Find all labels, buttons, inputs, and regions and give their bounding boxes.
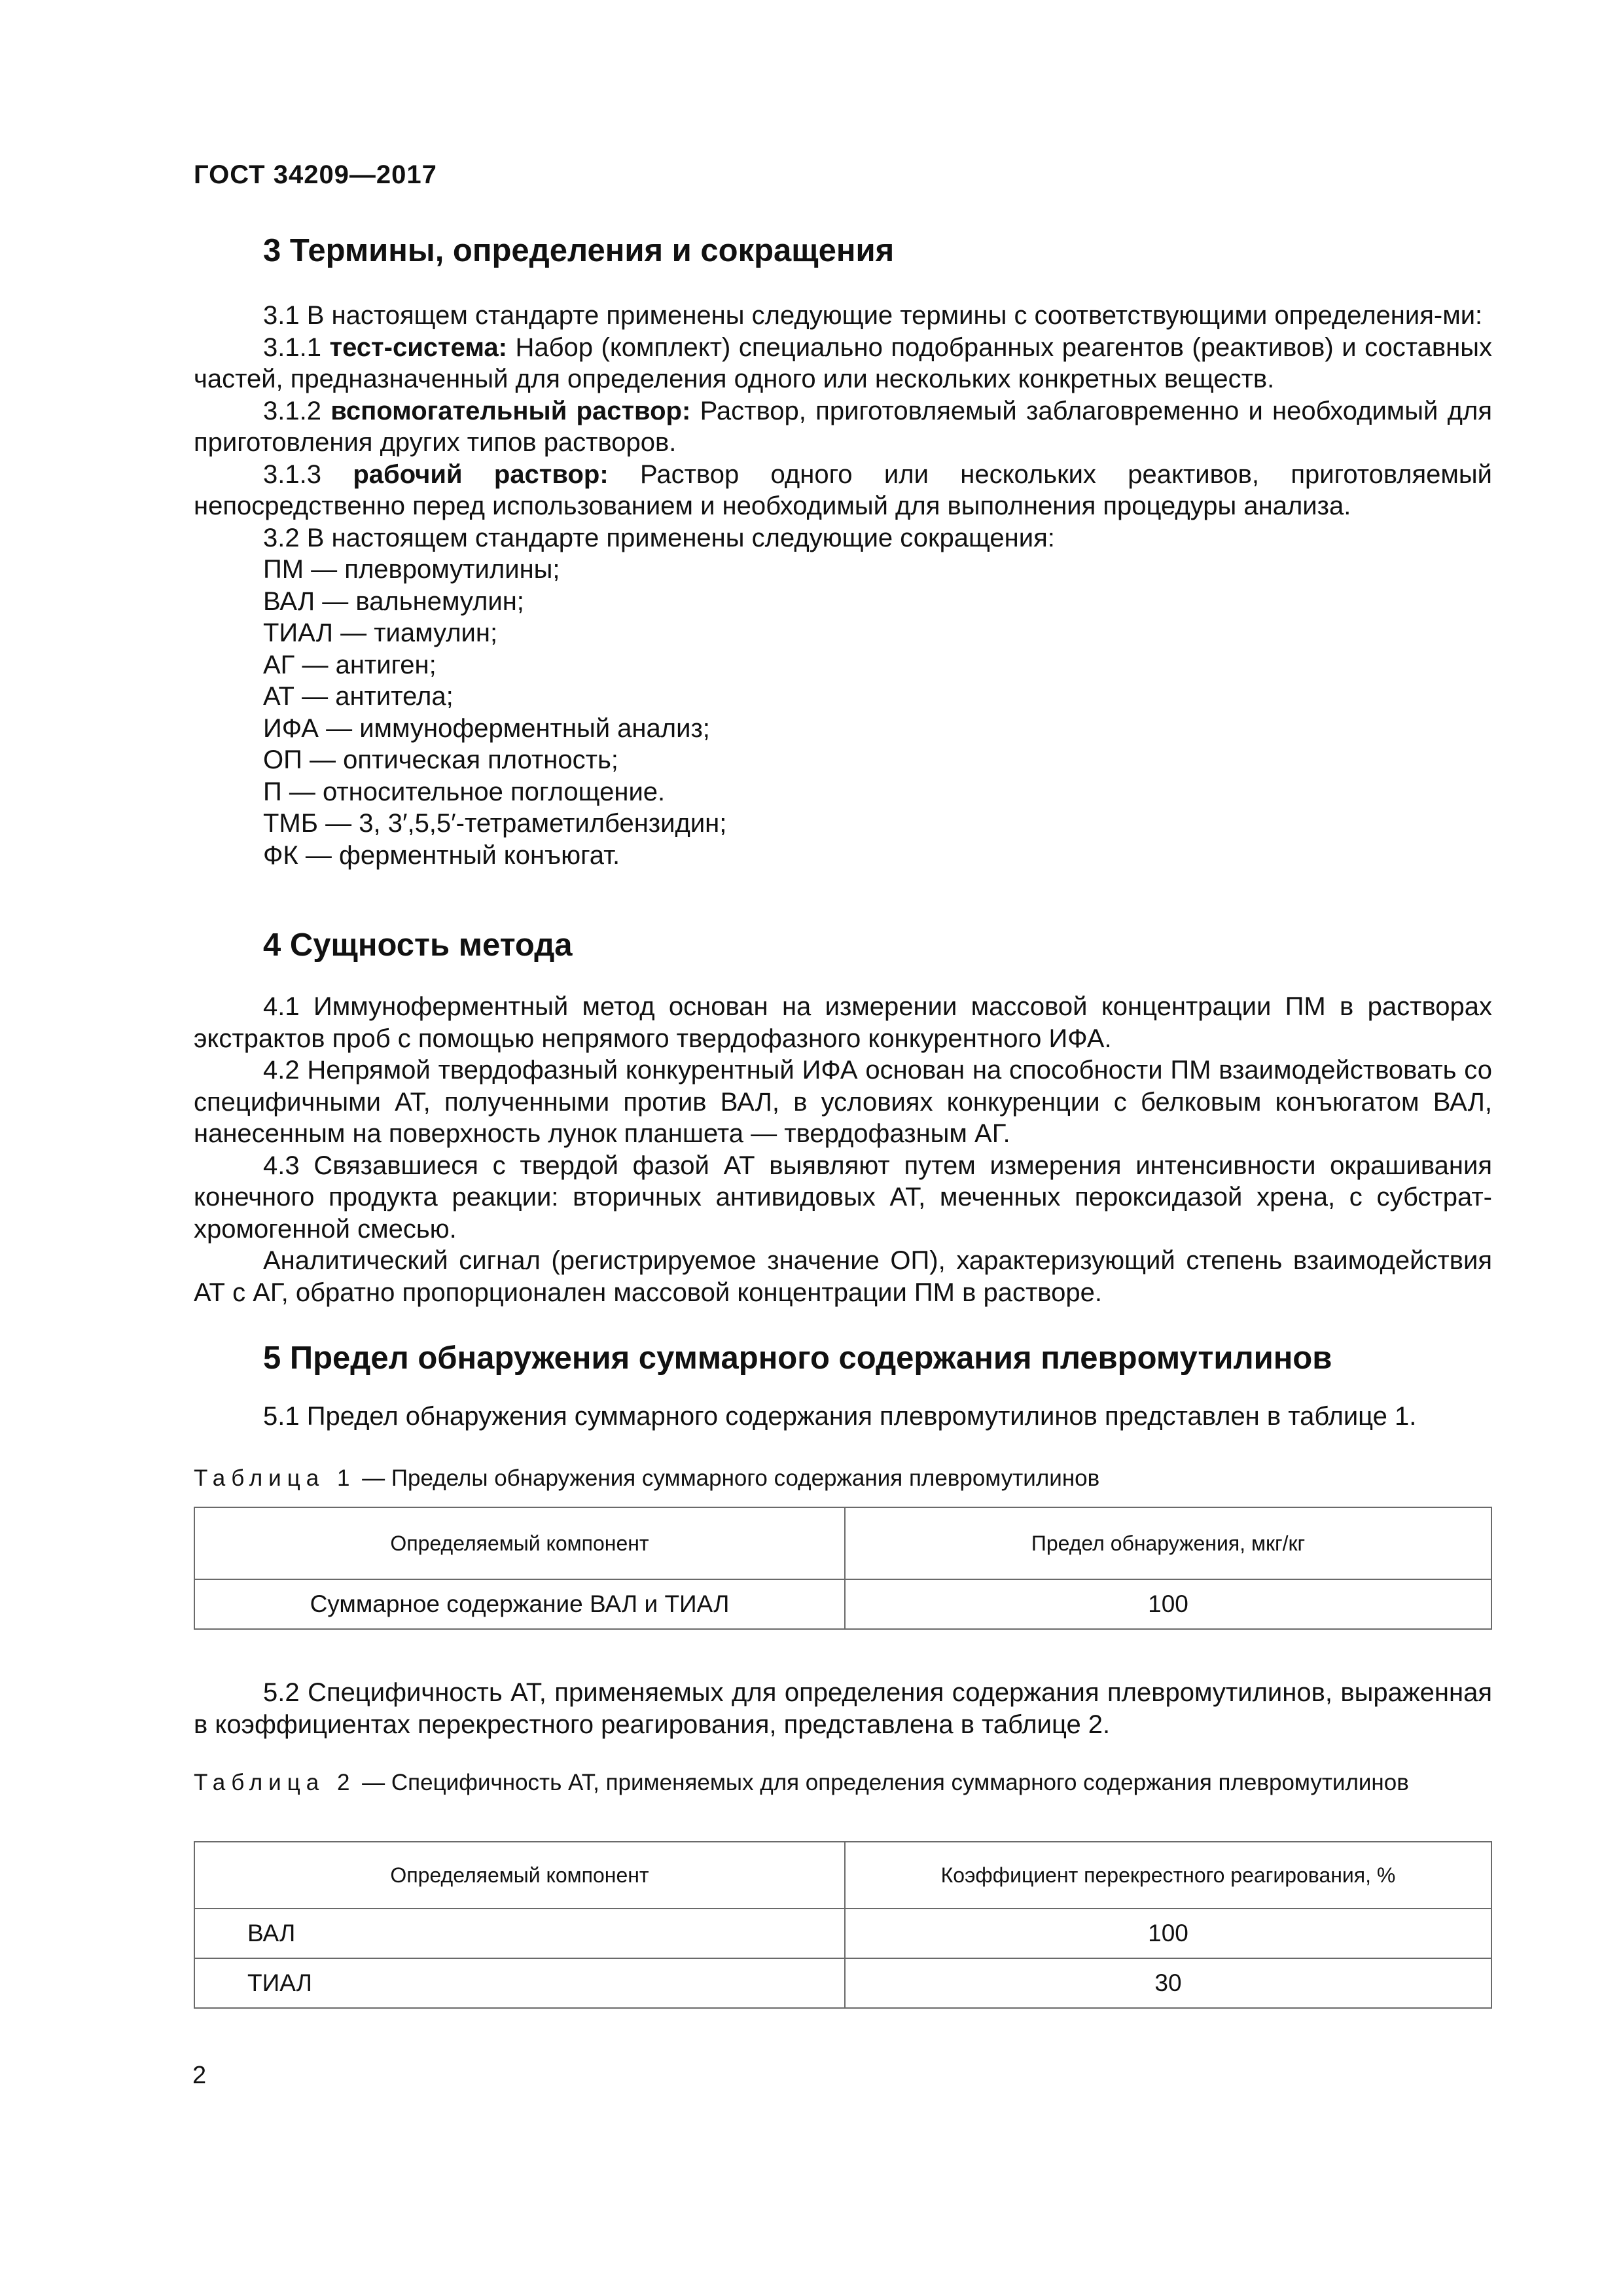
paragraph-4-4: Аналитический сигнал (регистрируемое значение ОП), характеризующий степень взаимодействия АТ с АГ, обратно пропорционален массовой концентрации ПМ в растворе.: [194, 1246, 1492, 1307]
paragraph-4-1: 4.1 Иммуноферментный метод основан на измерении массовой концентрации ПМ в растворах экстрактов проб с помощью непрямого твердофазного конкурентного ИФА.: [194, 992, 1492, 1053]
term-definition: Раствор, приготовляемый заблаговременно и необходимый для приготовления других типов растворов.: [194, 396, 1492, 457]
abbreviation-item: ИФА — иммуноферментный анализ;: [263, 713, 710, 743]
term-number: 3.1.1: [263, 332, 321, 362]
abbreviation-item: ВАЛ — вальнемулин;: [263, 586, 524, 616]
term-name: тест-система:: [329, 332, 507, 362]
section-3-body: [194, 300, 1492, 871]
abbreviation-item: ПМ — плевромутилины;: [263, 555, 560, 584]
section-4-body: [194, 991, 1492, 1308]
abbreviation-item: АГ — антиген;: [263, 650, 437, 679]
term-definition: Набор (комплект) специально подобранных реагентов (реактивов) и составных частей, предназначенный для определения одного или нескольких конкретных веществ.: [194, 332, 1492, 393]
section-4-heading: 4 Сущность метода: [263, 927, 573, 963]
section-3-heading: 3 Термины, определения и сокращения: [263, 233, 895, 268]
table-caption-text: — Пределы обнаружения суммарного содержания плевромутилинов: [355, 1465, 1100, 1491]
abbreviation-item: П — относительное поглощение.: [263, 777, 666, 806]
abbreviation-item: ОП — оптическая плотность;: [263, 745, 618, 774]
term-number: 3.1.2: [263, 396, 321, 425]
term-3-1-3: [194, 459, 1492, 522]
table-header-cell: Коэффициент перекрестного реагирования, %: [845, 1842, 1491, 1909]
table-2: [194, 1841, 1492, 2009]
paragraph-5-1: 5.1 Предел обнаружения суммарного содержания плевромутилинов представлен в таблице 1.: [263, 1402, 1417, 1431]
section-5-2-body: [194, 1677, 1492, 1740]
paragraph-3-1: 3.1 В настоящем стандарте применены следующие термины с соответствующими определения-ми:: [263, 301, 1483, 330]
abbreviation-item: ТМБ — 3, 3′,5,5′-тетраметилбензидин;: [263, 809, 727, 838]
table-cell: Суммарное содержание ВАЛ и ТИАЛ: [194, 1579, 845, 1629]
table-header-row: [194, 1507, 1491, 1579]
table-cell: 100: [845, 1909, 1491, 1958]
table-caption-label: Таблица 1: [194, 1465, 356, 1491]
section-5-heading: 5 Предел обнаружения суммарного содержания плевромутилинов: [263, 1340, 1332, 1376]
table-header-cell: Предел обнаружения, мкг/кг: [845, 1507, 1491, 1579]
page-number: 2: [192, 2062, 207, 2089]
paragraph-3-2: 3.2 В настоящем стандарте применены следующие сокращения:: [263, 523, 1055, 552]
table-row: [194, 1909, 1491, 1958]
term-definition: Раствор одного или нескольких реактивов, приготовляемый непосредственно перед использованием и необходимый для выполнения процедуры анализа.: [194, 459, 1492, 520]
paragraph-4-3: 4.3 Связавшиеся с твердой фазой АТ выявляют путем измерения интенсивности окрашивания конечного продукта реакции: вторичных антивидовых АТ, меченных пероксидазой хрена, с субстрат-хромогенной смесью.: [194, 1151, 1492, 1244]
term-number: 3.1.3: [263, 459, 321, 489]
abbreviation-item: ФК — ферментный конъюгат.: [263, 840, 620, 870]
term-name: рабочий раствор:: [353, 459, 609, 489]
table-header-row: [194, 1842, 1491, 1909]
abbreviation-item: ТИАЛ — тиамулин;: [263, 619, 498, 647]
table-2-caption: [194, 1769, 1492, 1797]
table-cell: ВАЛ: [194, 1909, 845, 1958]
table-caption-text: — Специфичность АТ, применяемых для определения суммарного содержания плевромутилинов: [355, 1770, 1409, 1795]
table-cell: 30: [845, 1958, 1491, 2008]
term-3-1-2: [194, 395, 1492, 459]
table-cell: ТИАЛ: [194, 1958, 845, 2008]
table-header-cell: Определяемый компонент: [194, 1507, 845, 1579]
table-caption-label: Таблица 2: [194, 1770, 356, 1795]
table-row: [194, 1958, 1491, 2008]
paragraph-4-2: 4.2 Непрямой твердофазный конкурентный ИФА основан на способности ПМ взаимодействовать со специфичными АТ, полученными против ВАЛ, в условиях конкуренции с белковым конъюгатом ВАЛ, нанесенным на поверхность лунок планшета — твердофазным АГ.: [194, 1056, 1492, 1148]
table-row: [194, 1579, 1491, 1629]
table-cell: 100: [845, 1579, 1491, 1629]
paragraph-5-2: 5.2 Специфичность АТ, применяемых для определения содержания плевромутилинов, выраженная в коэффициентах перекрестного реагирования, представлена в таблице 2.: [194, 1678, 1492, 1739]
term-name: вспомогательный раствор:: [330, 396, 691, 425]
table-1-caption: [194, 1465, 1492, 1492]
standard-number: ГОСТ 34209—2017: [194, 160, 437, 189]
table-header-cell: Определяемый компонент: [194, 1842, 845, 1909]
table-1: [194, 1507, 1492, 1630]
abbreviation-item: АТ — антитела;: [263, 682, 454, 711]
term-3-1-1: [194, 332, 1492, 395]
section-5-1-body: [194, 1401, 1492, 1433]
